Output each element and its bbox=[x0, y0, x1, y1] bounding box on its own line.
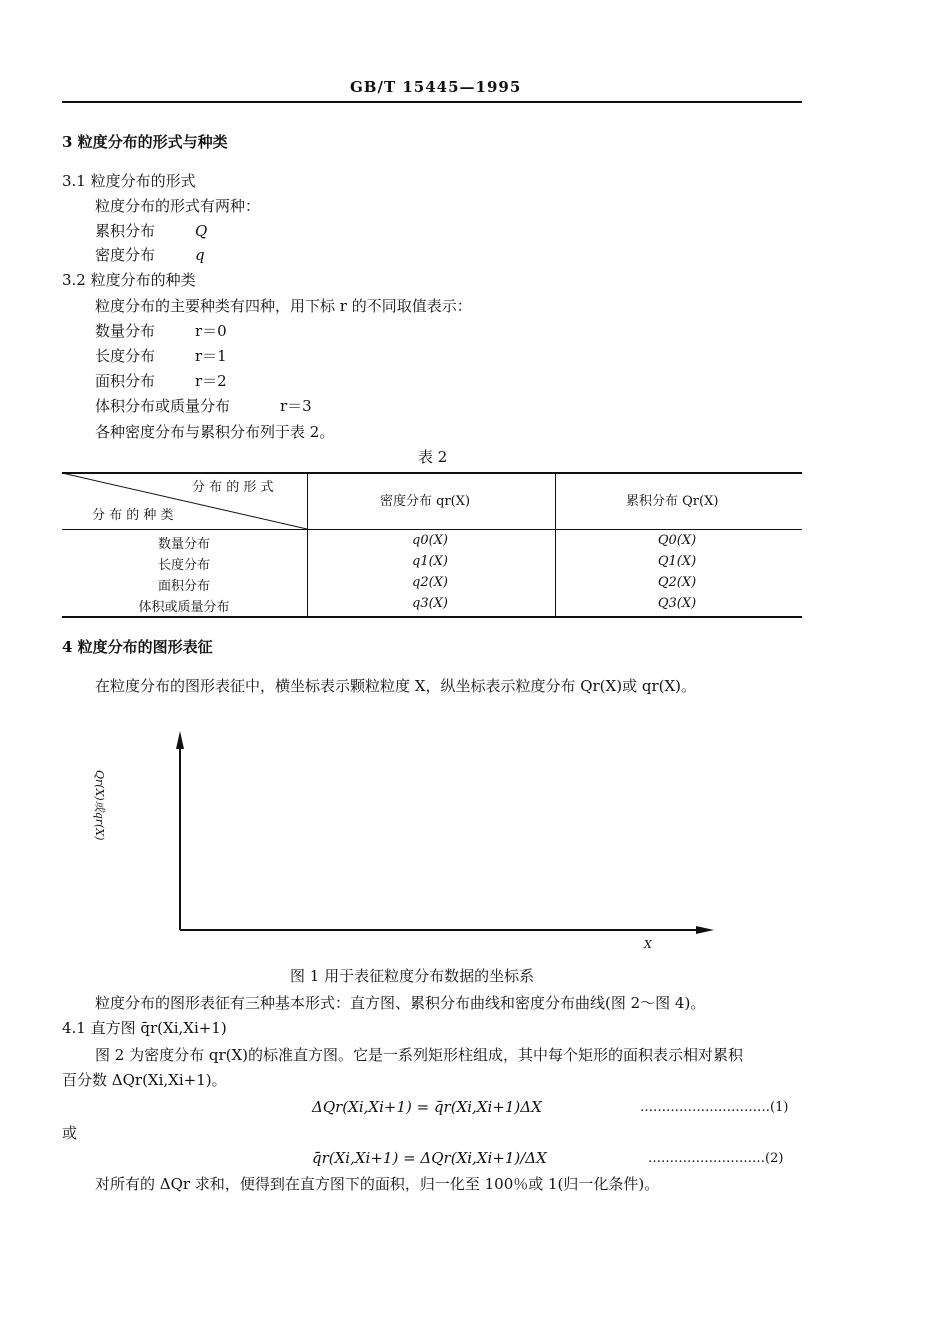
figure-1-axes bbox=[140, 725, 730, 965]
section-4-intro: 在粒度分布的图形表征中，横坐标表示颗粒粒度 X，纵坐标表示粒度分布 Qr(X)或 qr(X)。 bbox=[95, 677, 696, 695]
section-3-2-title: 3.2 粒度分布的种类 bbox=[62, 271, 196, 289]
closing-sentence: 对所有的 ΔQr 求和，便得到在直方图下的面积，归一化至 100％或 1(归一化条件)。 bbox=[95, 1175, 660, 1193]
table-row-2-density: q2(X) bbox=[412, 575, 448, 590]
standard-header: GB/T 15445—1995 bbox=[350, 78, 522, 96]
table-col-divider-2 bbox=[555, 473, 556, 617]
figure-1-x-label: X bbox=[644, 938, 652, 951]
section-4-1-title: 4.1 直方图 q̄r(Xi,Xi+1) bbox=[62, 1019, 227, 1037]
table-corner-top: 分 布 的 形 式 bbox=[192, 480, 274, 495]
kind-name-2: 面积分布 bbox=[95, 372, 156, 390]
kind-value-0: r＝0 bbox=[195, 322, 227, 340]
section-3-1-title: 3.1 粒度分布的形式 bbox=[62, 172, 196, 190]
table-corner-bottom: 分 布 的 种 类 bbox=[92, 508, 174, 523]
table-note: 各种密度分布与累积分布列于表 2。 bbox=[95, 423, 335, 441]
table-row-1-cumulative: Q1(X) bbox=[657, 554, 697, 569]
y-axis-arrow bbox=[176, 731, 184, 749]
form-symbol-0: Q bbox=[195, 222, 208, 240]
table-row-3-density: q3(X) bbox=[412, 596, 448, 611]
table-caption: 表 2 bbox=[418, 448, 448, 466]
kind-value-3: r＝3 bbox=[280, 397, 312, 415]
table-row-0-cumulative: Q0(X) bbox=[657, 533, 697, 548]
section-4-1-para-2: 百分数 ΔQr(Xi,Xi+1)。 bbox=[62, 1071, 227, 1089]
section-4-title: 4 粒度分布的图形表征 bbox=[62, 638, 213, 656]
table-col-cumulative: 累积分布 Qr(X) bbox=[626, 494, 719, 509]
form-name-1: 密度分布 bbox=[95, 246, 156, 264]
table-row-3-kind: 体积或质量分布 bbox=[138, 600, 230, 615]
table-row-0-density: q0(X) bbox=[412, 533, 448, 548]
section-3-1-intro: 粒度分布的形式有两种： bbox=[95, 197, 261, 215]
kind-name-1: 长度分布 bbox=[95, 347, 156, 365]
table-row-2-cumulative: Q2(X) bbox=[657, 575, 697, 590]
table-bottom-rule bbox=[62, 616, 802, 618]
kind-name-3: 体积分布或质量分布 bbox=[95, 397, 231, 415]
form-name-0: 累积分布 bbox=[95, 222, 156, 240]
kind-value-2: r＝2 bbox=[195, 372, 227, 390]
x-axis-arrow bbox=[696, 926, 714, 934]
table-row-3-cumulative: Q3(X) bbox=[657, 596, 697, 611]
kind-value-1: r＝1 bbox=[195, 347, 227, 365]
or-text: 或 bbox=[62, 1124, 78, 1142]
table-col-density: 密度分布 qr(X) bbox=[380, 494, 471, 509]
table-row-2-kind: 面积分布 bbox=[157, 579, 210, 594]
section-4-1-para-1: 图 2 为密度分布 qr(X)的标准直方图。它是一系列矩形柱组成，其中每个矩形的面积表示相对累积 bbox=[95, 1046, 744, 1064]
table-row-0-kind: 数量分布 bbox=[157, 537, 210, 552]
section-3-title: 3 粒度分布的形式与种类 bbox=[62, 133, 228, 151]
figure-1-y-label: Qr(X)或qr(X) bbox=[93, 770, 106, 841]
table-row-1-density: q1(X) bbox=[412, 554, 448, 569]
equation-1-number: …………………………(1) bbox=[640, 1100, 789, 1115]
figure-1-caption: 图 1 用于表征粒度分布数据的坐标系 bbox=[290, 967, 535, 985]
section-3-2-intro: 粒度分布的主要种类有四种，用下标 r 的不同取值表示： bbox=[95, 297, 472, 315]
table-row-1-kind: 长度分布 bbox=[157, 558, 210, 573]
equation-2-number: ………………………(2) bbox=[648, 1151, 784, 1166]
form-symbol-1: q bbox=[195, 246, 205, 264]
forms-sentence: 粒度分布的图形表征有三种基本形式：直方图、累积分布曲线和密度分布曲线(图 2～图 4)。 bbox=[95, 994, 706, 1012]
header-rule bbox=[62, 101, 802, 103]
equation-2: q̄r(Xi,Xi+1) = ΔQr(Xi,Xi+1)/ΔX bbox=[312, 1149, 547, 1167]
equation-1: ΔQr(Xi,Xi+1) = q̄r(Xi,Xi+1)ΔX bbox=[312, 1098, 542, 1116]
kind-name-0: 数量分布 bbox=[95, 322, 156, 340]
